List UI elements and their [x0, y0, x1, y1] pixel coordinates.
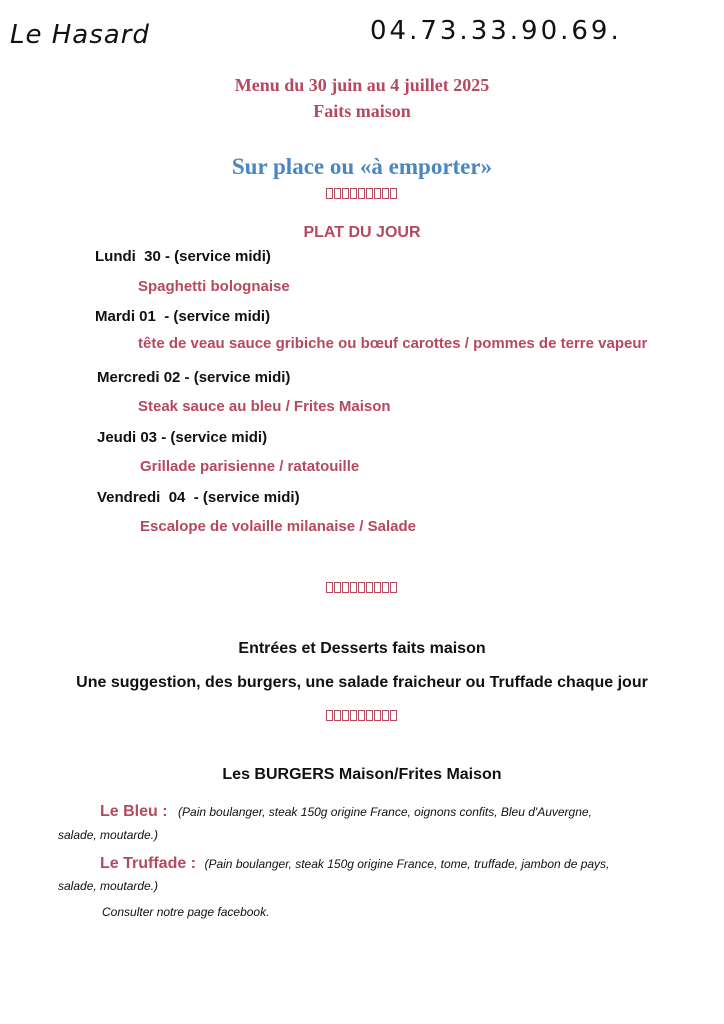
plat-du-jour-heading: PLAT DU JOUR: [303, 224, 421, 241]
burger-bleu: [100, 803, 680, 821]
day-monday: Lundi 30 - (service midi): [95, 248, 271, 265]
day-wednesday: Mercredi 02 - (service midi): [97, 369, 291, 386]
burger-bleu-desc: (Pain boulanger, steak 150g origine France, oignons confits, Bleu d'Auvergne,: [178, 805, 592, 819]
burgers-heading: Les BURGERS Maison/Frites Maison: [222, 766, 502, 783]
dish-tuesday: tête de veau sauce gribiche ou bœuf carottes / pommes de terre vapeur: [138, 335, 648, 352]
burger-bleu-desc-cont: salade, moutarde.): [58, 828, 159, 842]
phone-number: 04.73.33.90.69.: [370, 16, 622, 46]
day-thursday: Jeudi 03 - (service midi): [97, 429, 268, 446]
facebook-note: Consulter notre page facebook.: [102, 905, 270, 919]
dish-wednesday: Steak sauce au bleu / Frites Maison: [138, 398, 391, 415]
takeaway-title: Sur place ou «à emporter»: [231, 154, 493, 179]
dish-thursday: Grillade parisienne / ratatouille: [140, 458, 360, 475]
homemade-label: Faits maison: [313, 101, 411, 121]
decorative-divider: [0, 188, 724, 199]
day-tuesday: Mardi 01 - (service midi): [95, 308, 271, 325]
entrees-desserts: Entrées et Desserts faits maison: [238, 640, 486, 657]
decorative-divider: [0, 582, 724, 593]
dish-monday: Spaghetti bolognaise: [138, 278, 290, 295]
burger-bleu-name: Le Bleu :: [100, 803, 168, 820]
burger-truffade-desc-cont: salade, moutarde.): [58, 879, 159, 893]
restaurant-name: Le Hasard: [10, 20, 150, 50]
burger-truffade-name: Le Truffade :: [100, 855, 197, 872]
burger-truffade: [100, 855, 700, 873]
burger-truffade-desc: (Pain boulanger, steak 150g origine France, tome, truffade, jambon de pays,: [204, 857, 610, 871]
menu-dates: Menu du 30 juin au 4 juillet 2025: [234, 75, 490, 95]
day-friday: Vendredi 04 - (service midi): [97, 489, 300, 506]
decorative-divider: [0, 710, 724, 721]
daily-suggestion: Une suggestion, des burgers, une salade fraicheur ou Truffade chaque jour: [76, 674, 648, 691]
dish-friday: Escalope de volaille milanaise / Salade: [140, 518, 416, 535]
